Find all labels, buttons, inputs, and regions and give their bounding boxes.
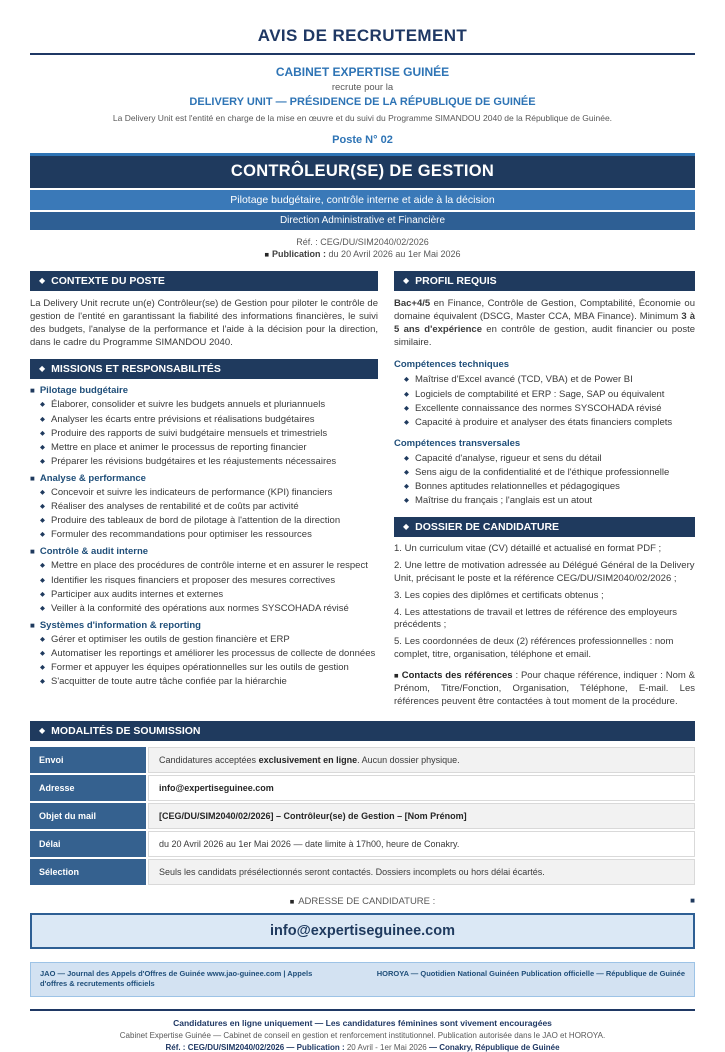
list-item-text: Sens aigu de la confidentialité et de l'éthique professionnelle <box>415 466 670 478</box>
footer-publication-dates: 20 Avril - 1er Mai 2026 <box>346 1042 427 1052</box>
table-row <box>30 803 695 829</box>
left-column <box>30 271 378 689</box>
publication-line <box>30 249 695 259</box>
section-profil-heading <box>394 271 695 291</box>
diamond-bullet-icon: ◆ <box>40 664 45 672</box>
mission-group-title <box>30 385 378 396</box>
list-item-text: Produire des tableaux de bord de pilotage à l'attention de la direction <box>51 515 341 527</box>
list-item <box>394 388 695 401</box>
dossier-item-number: 4. <box>394 606 402 618</box>
list-item <box>394 452 695 465</box>
row-value <box>148 747 695 773</box>
delivery-unit-name: DELIVERY UNIT — PRÉSIDENCE DE LA RÉPUBLIQUE DE GUINÉE <box>189 96 536 108</box>
mission-group-label: Systèmes d'information & reporting <box>39 619 201 631</box>
job-subtitle: Pilotage budgétaire, contrôle interne et aide à la décision <box>30 190 695 210</box>
contexte-paragraph: La Delivery Unit recrute un(e) Contrôleur(se) de Gestion pour piloter le contrôle de gestion de l'entité en garantissant la fiabilité des informations financières, le suivi des budgets, l'analyse de la performance et l'aide à la décision pour la direction, dans le cadre du Programme SIMANDOU 2040. <box>30 298 378 349</box>
list-item <box>30 441 378 454</box>
diamond-bullet-icon: ◆ <box>40 457 45 465</box>
square-icon: ■ <box>690 895 695 905</box>
dossier-item-number: 5. <box>394 636 402 648</box>
diamond-bullet-icon: ◆ <box>40 488 45 496</box>
diamond-bullet-icon: ◆ <box>40 429 45 437</box>
list-item <box>394 402 695 415</box>
section-modalites-title: MODALITÉS DE SOUMISSION <box>51 724 201 737</box>
value-bold: [CEG/DU/SIM2040/02/2026] – Contrôleur(se) de Gestion – [Nom Prénom] <box>159 810 467 821</box>
dossier-item-text: Les coordonnées de deux (2) références professionnelles : nom complet, titre, organisation, téléphone et email. <box>394 636 674 660</box>
profil-experience: 3 à 5 ans d'expérience <box>394 311 695 336</box>
footer-line-reference <box>30 1043 695 1052</box>
square-icon: ■ <box>30 547 35 557</box>
mission-group-title <box>30 473 378 484</box>
list-item <box>30 647 378 660</box>
list-item-text: Maîtrise d'Excel avancé (TCD, VBA) et de Power BI <box>415 374 633 386</box>
list-item <box>30 514 378 527</box>
diamond-bullet-icon: ◆ <box>40 678 45 686</box>
footer-line-encouragement: Candidatures en ligne uniquement — Les candidatures féminines sont vivement encouragées <box>173 1017 552 1028</box>
cabinet-name: CABINET EXPERTISE GUINÉE <box>275 65 450 79</box>
row-value <box>148 803 695 829</box>
list-item <box>394 416 695 429</box>
profil-text-end: en contrôle de gestion, audit financier ou poste similaire. <box>394 324 695 349</box>
publication-label: Publication : <box>272 249 327 259</box>
diamond-bullet-icon: ◆ <box>40 517 45 525</box>
mission-group-label: Pilotage budgétaire <box>39 385 128 397</box>
list-item <box>30 486 378 499</box>
diamond-bullet-icon: ◆ <box>40 590 45 598</box>
diamond-icon: ◆ <box>403 522 410 532</box>
row-value <box>148 831 695 857</box>
dossier-item-number: 3. <box>394 589 402 601</box>
square-icon: ■ <box>289 896 295 906</box>
diamond-bullet-icon: ◆ <box>40 604 45 612</box>
diamond-bullet-icon: ◆ <box>404 376 409 384</box>
dossier-item <box>394 560 695 586</box>
diamond-bullet-icon: ◆ <box>40 401 45 409</box>
section-contexte-heading <box>30 271 378 291</box>
section-dossier-heading <box>394 517 695 537</box>
list-item-text: Participer aux audits internes et externes <box>51 588 224 600</box>
section-missions-title: MISSIONS ET RESPONSABILITÉS <box>51 363 221 376</box>
list-item <box>30 413 378 426</box>
footer-line-cabinet: Cabinet Expertise Guinée — Cabinet de conseil en gestion et renforcement institutionnel. Publication autorisée dans le JAO et HOROYA. <box>119 1030 606 1040</box>
footer-ref-label: Réf. : CEG/DU/SIM2040/02/2026 — Publication : <box>165 1042 347 1052</box>
dossier-item-text: Les attestations de travail et lettres de référence des employeurs précédents ; <box>394 606 678 631</box>
list-item-text: Concevoir et suivre les indicateurs de performance (KPI) financiers <box>51 486 333 498</box>
diamond-bullet-icon: ◆ <box>404 454 409 462</box>
diamond-icon: ◆ <box>39 364 46 374</box>
list-item <box>30 398 378 411</box>
footer-divider <box>30 1009 695 1011</box>
diamond-bullet-icon: ◆ <box>404 390 409 398</box>
list-item-text: Mettre en place des procédures de contrôle interne et en assurer le respect <box>51 560 368 572</box>
diamond-bullet-icon: ◆ <box>40 635 45 643</box>
list-item <box>394 466 695 479</box>
modalites-section <box>30 721 695 885</box>
poste-number: Poste N° 02 <box>332 134 393 146</box>
section-modalites-heading <box>30 721 695 741</box>
list-item <box>394 480 695 493</box>
footer-location: — Conakry, République de Guinée <box>426 1042 560 1052</box>
value-text: Seuls les candidats présélectionnés seront contactés. Dossiers incomplets ou hors délai écartés. <box>159 866 545 877</box>
email-value[interactable]: info@expertiseguinee.com <box>159 782 274 793</box>
page-title: AVIS DE RECRUTEMENT <box>257 26 468 45</box>
job-title-banner: CONTRÔLEUR(SE) DE GESTION <box>30 153 695 188</box>
value-text: — date limite à 17h00, heure de Conakry. <box>290 838 460 849</box>
diamond-bullet-icon: ◆ <box>404 497 409 505</box>
list-item-text: Capacité d'analyse, rigueur et sens du détail <box>415 452 602 464</box>
diamond-bullet-icon: ◆ <box>40 576 45 584</box>
list-item-text: Gérer et optimiser les outils de gestion financière et ERP <box>51 633 290 645</box>
list-item <box>30 500 378 513</box>
diamond-icon: ◆ <box>403 276 410 285</box>
list-item-text: Formuler des recommandations pour optimiser les ressources <box>51 529 312 541</box>
list-item-text: Automatiser les reportings et améliorer les processus de collecte de données <box>51 647 376 659</box>
square-icon: ■ <box>30 620 35 630</box>
list-item <box>30 528 378 541</box>
table-row <box>30 775 695 801</box>
list-item <box>30 675 378 688</box>
entity-description: La Delivery Unit est l'entité en charge de la mise en œuvre et du suivi du Programme SIMANDOU 2040 de la République de Guinée. <box>112 113 613 123</box>
table-row <box>30 831 695 857</box>
dossier-item <box>394 607 695 633</box>
list-item-text: Élaborer, consolider et suivre les budgets annuels et pluriannuels <box>51 399 326 411</box>
reference-line: Réf. : CEG/DU/SIM2040/02/2026 <box>296 237 429 247</box>
list-item <box>30 588 378 601</box>
list-item <box>30 427 378 440</box>
diamond-bullet-icon: ◆ <box>40 562 45 570</box>
recruits-for-label: recrute pour la <box>331 82 394 93</box>
contacts-references-paragraph <box>394 669 695 709</box>
table-row <box>30 859 695 885</box>
list-item-text: Produire des rapports de suivi budgétaire mensuels et trimestriels <box>51 427 328 439</box>
list-item <box>30 602 378 615</box>
square-icon: ■ <box>264 250 270 259</box>
jao-outlet-text: JAO — Journal des Appels d'Offres de Guinée www.jao-guinee.com | Appels d'offres & recrutements officiels <box>40 968 313 989</box>
competences-techniques-title: Compétences techniques <box>394 359 510 371</box>
value-text: . Aucun dossier physique. <box>357 754 460 765</box>
diamond-bullet-icon: ◆ <box>40 415 45 423</box>
dossier-item-text: Un curriculum vitae (CV) détaillé et actualisé en format PDF ; <box>404 543 662 555</box>
list-item-text: Capacité à produire et analyser des états financiers complets <box>415 416 673 428</box>
row-label-adresse: Adresse <box>30 775 146 801</box>
competences-transversales-title: Compétences transversales <box>394 437 521 449</box>
diamond-icon: ◆ <box>39 725 46 735</box>
diamond-bullet-icon: ◆ <box>40 443 45 451</box>
profil-degree: Bac+4/5 <box>394 298 431 309</box>
diamond-bullet-icon: ◆ <box>40 649 45 657</box>
diamond-bullet-icon: ◆ <box>404 468 409 476</box>
mission-group-label: Contrôle & audit interne <box>39 546 149 558</box>
dossier-item <box>394 590 695 603</box>
table-row <box>30 747 695 773</box>
list-item-text: Mettre en place et animer le processus de reporting financier <box>51 441 307 453</box>
diamond-bullet-icon: ◆ <box>404 418 409 426</box>
list-item-text: Former et appuyer les équipes opérationnelles sur les outils de gestion <box>51 662 349 674</box>
row-value <box>148 775 695 801</box>
dossier-item-number: 2. <box>394 560 402 572</box>
section-missions-heading <box>30 359 378 379</box>
list-item <box>30 661 378 674</box>
list-item-text: Identifier les risques financiers et proposer des mesures correctives <box>51 574 336 586</box>
square-icon: ■ <box>30 386 35 396</box>
diamond-bullet-icon: ◆ <box>40 503 45 511</box>
profil-paragraph <box>394 297 695 349</box>
dossier-item-text: Une lettre de motivation adressée au Délégué Général de la Delivery Unit, précisant le poste et la référence CEG/DU/SIM2040/02/2026 ; <box>394 560 695 584</box>
diamond-icon: ◆ <box>39 276 46 285</box>
dossier-item-text: Les copies des diplômes et certificats obtenus ; <box>404 589 604 601</box>
square-icon: ■ <box>394 670 399 680</box>
dossier-item <box>394 543 695 556</box>
adresse-candidature-label: ADRESSE DE CANDIDATURE : <box>298 895 436 907</box>
row-label-objet: Objet du mail <box>30 803 146 829</box>
contacts-references-label: Contacts des références <box>401 669 513 681</box>
profil-text: en Finance, Contrôle de Gestion, Comptabilité, Économie ou domaine équivalent (DSCG, Master CCA, MBA Finance). Minimum <box>394 298 695 323</box>
list-item-text: Excellente connaissance des normes SYSCOHADA révisé <box>415 402 662 414</box>
row-value <box>148 859 695 885</box>
publication-dates: du 20 Avril 2026 au 1er Mai 2026 <box>328 249 461 259</box>
value-text: du 20 Avril 2026 au 1er Mai 2026 <box>159 838 291 849</box>
diamond-bullet-icon: ◆ <box>40 531 45 539</box>
row-label-envoi: Envoi <box>30 747 146 773</box>
list-item-text: Réaliser des analyses de rentabilité et de coûts par activité <box>51 501 299 513</box>
row-label-selection: Sélection <box>30 859 146 885</box>
list-item <box>30 455 378 468</box>
row-label-delai: Délai <box>30 831 146 857</box>
section-dossier-title: DOSSIER DE CANDIDATURE <box>415 521 560 534</box>
title-divider <box>30 53 695 55</box>
section-profil-title: PROFIL REQUIS <box>415 275 497 287</box>
horoya-outlet-text: HOROYA — Quotidien National Guinéen Publication officielle — République de Guinée <box>376 968 685 978</box>
contacts-references-text: : Pour chaque référence, indiquer : Nom & Prénom, Titre/Fonction, Organisation, Téléphone, E-mail. Les références peuvent être contactées à tout moment de la procédure. <box>394 669 695 708</box>
list-item-text: Préparer les révisions budgétaires et les réajustements nécessaires <box>51 455 337 467</box>
square-icon: ■ <box>30 473 35 483</box>
application-email-box[interactable]: info@expertiseguinee.com <box>30 913 695 949</box>
dossier-item-number: 1. <box>394 543 402 555</box>
list-item <box>394 373 695 386</box>
list-item-text: Bonnes aptitudes relationnelles et pédagogiques <box>415 481 620 493</box>
list-item <box>30 633 378 646</box>
publication-outlets-strip <box>30 962 695 997</box>
mission-group-label: Analyse & performance <box>39 472 146 484</box>
list-item-text: S'acquitter de toute autre tâche confiée par la hiérarchie <box>51 676 287 688</box>
mission-group-title <box>30 546 378 557</box>
list-item-text: Logiciels de comptabilité et ERP : Sage, SAP ou équivalent <box>415 388 665 400</box>
list-item <box>30 574 378 587</box>
list-item-text: Analyser les écarts entre prévisions et réalisations budgétaires <box>51 413 315 425</box>
list-item-text: Veiller à la conformité des opérations aux normes SYSCOHADA révisé <box>51 602 349 614</box>
list-item <box>394 494 695 507</box>
two-column-body <box>30 271 695 709</box>
job-direction: Direction Administrative et Financière <box>30 212 695 230</box>
right-column <box>394 271 695 709</box>
value-bold: exclusivement en ligne <box>258 754 358 765</box>
diamond-bullet-icon: ◆ <box>404 404 409 412</box>
dossier-item <box>394 636 695 662</box>
mission-group-title <box>30 620 378 631</box>
list-item <box>30 559 378 572</box>
adresse-candidature-line <box>30 896 695 907</box>
list-item-text: Maîtrise du français ; l'anglais est un atout <box>415 495 593 507</box>
diamond-bullet-icon: ◆ <box>404 483 409 491</box>
value-text: Candidatures acceptées <box>159 754 259 765</box>
section-contexte-title: CONTEXTE DU POSTE <box>51 275 165 287</box>
